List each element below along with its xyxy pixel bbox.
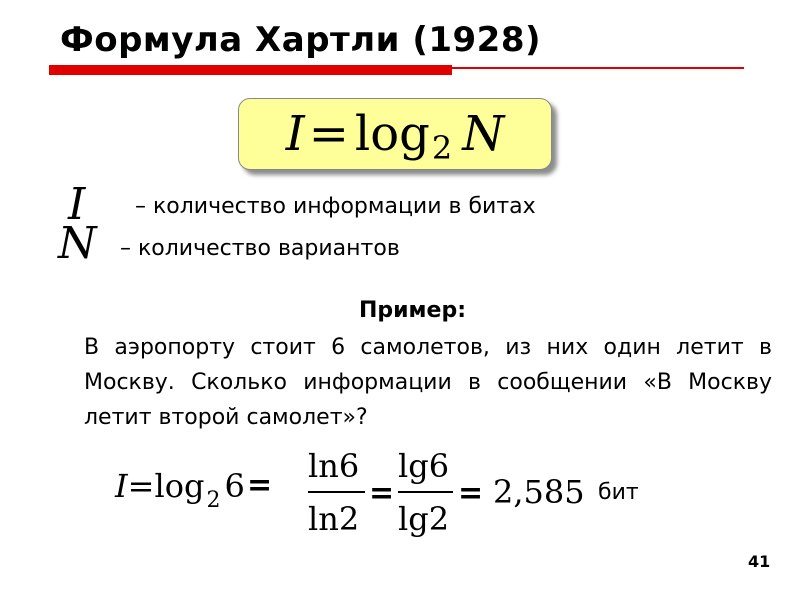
example-text: В аэропорту стоит 6 самолетов, из них один летит в Москву. Сколько информации в сообщении «В Москву летит второй самолет»?	[84, 335, 772, 431]
title-underline-thin	[452, 67, 744, 69]
hartley-formula-box	[238, 98, 552, 170]
frac2-numerator: lg6	[398, 447, 450, 485]
frac2-denominator: lg2	[398, 500, 450, 538]
calc-eq2: =	[369, 476, 395, 511]
calc-log-base: 2	[206, 488, 221, 513]
example-heading: Пример:	[358, 298, 467, 323]
calc-eq3: =	[458, 476, 484, 511]
slide-title: Формула Хартли (1928)	[60, 20, 542, 60]
page-number: 41	[748, 552, 771, 571]
symbol-i: I	[68, 179, 86, 230]
formula-var-i: I	[285, 106, 305, 162]
frac1-denominator: ln2	[308, 500, 360, 538]
calc-equals: =	[127, 467, 155, 505]
calc-result: 2,585	[493, 473, 585, 511]
formula-var-n: N	[462, 106, 505, 162]
calc-log-arg: 6	[224, 467, 245, 505]
formula-log-base: 2	[431, 129, 453, 167]
calc-formula	[115, 467, 245, 513]
frac1-line	[308, 491, 365, 493]
formula-log: log	[354, 106, 430, 162]
symbol-n: N	[58, 218, 97, 269]
frac2-line	[398, 491, 453, 493]
calc-var-i: I	[115, 467, 128, 505]
frac1-numerator: ln6	[308, 447, 360, 485]
calc-unit: бит	[598, 480, 639, 505]
definition-n: – количество вариантов	[120, 236, 400, 261]
definition-i: – количество информации в битах	[135, 194, 536, 219]
title-underline-thick	[49, 65, 452, 75]
formula-equals: =	[308, 106, 349, 162]
calc-log: log	[154, 467, 205, 505]
calc-eq1: =	[247, 468, 273, 503]
